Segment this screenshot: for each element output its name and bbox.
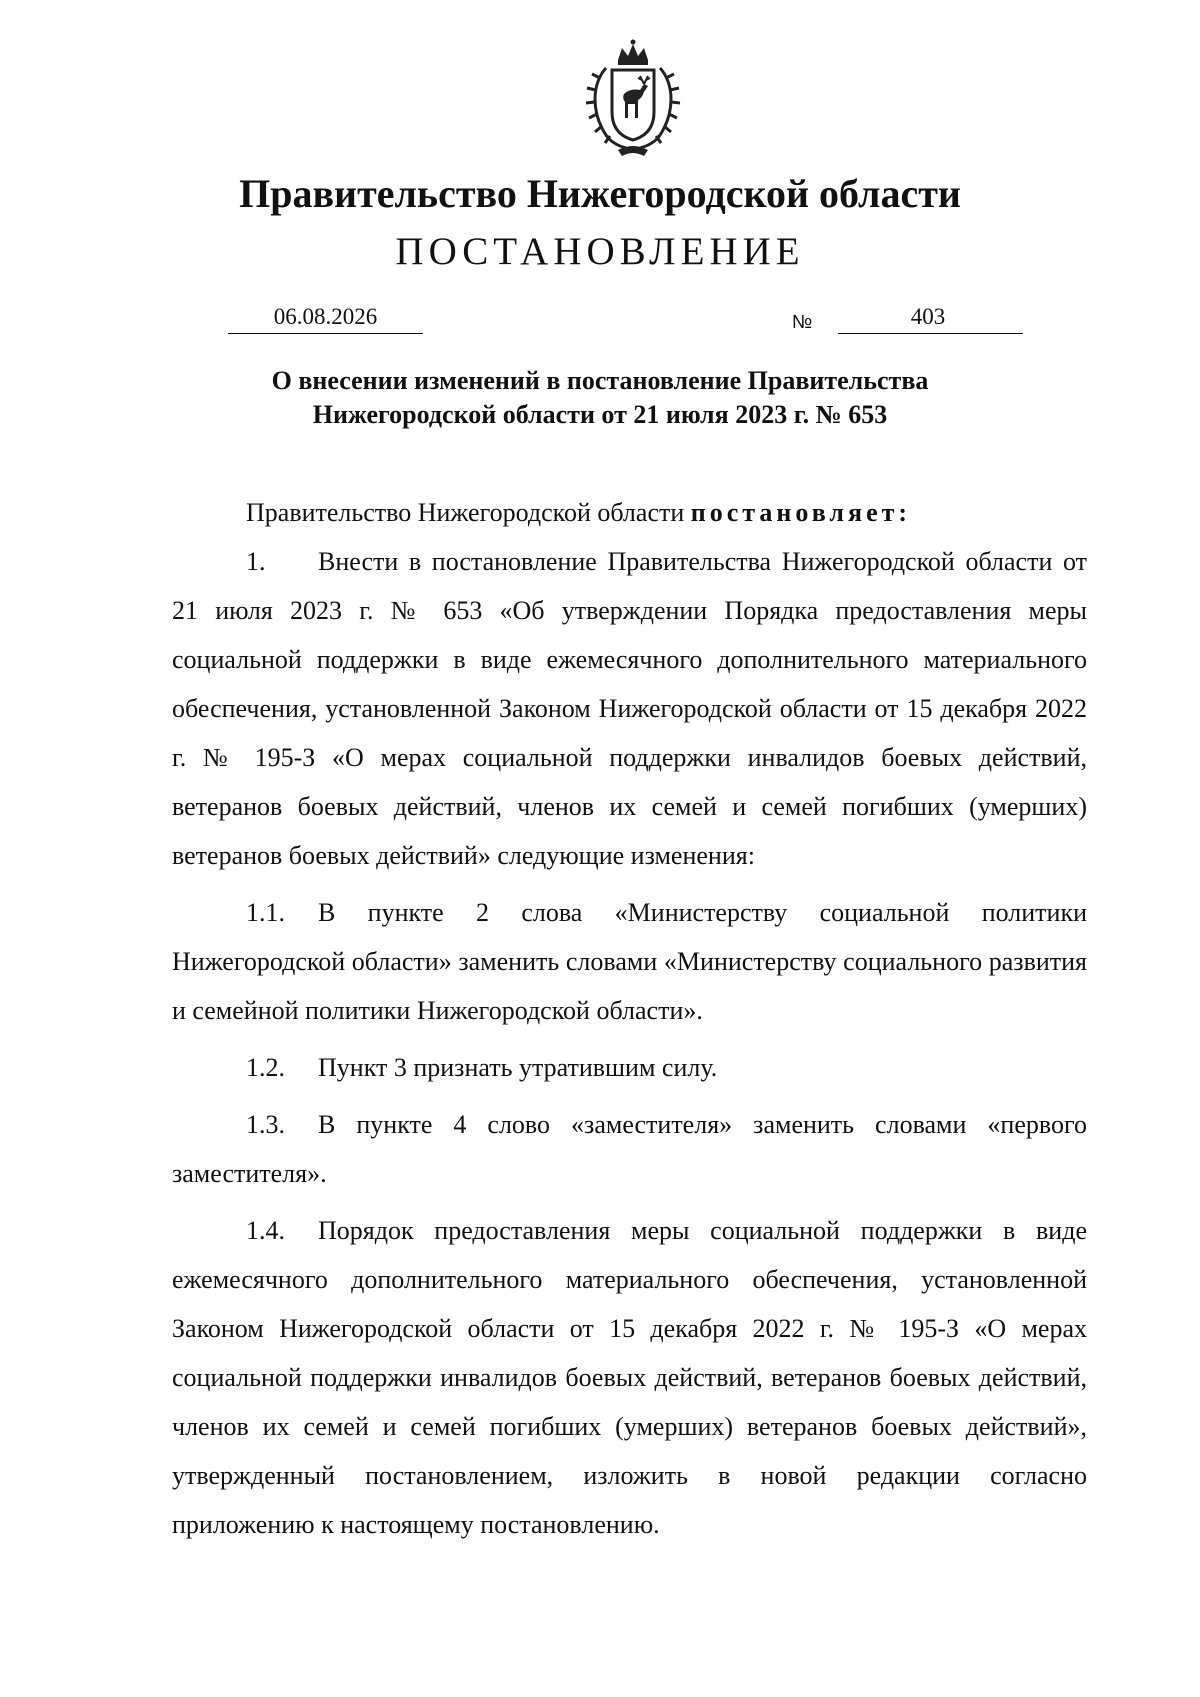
item-label: 1.3. <box>246 1110 285 1139</box>
intro-paragraph <box>172 488 1087 537</box>
date-underline <box>228 333 423 334</box>
item-text: Пункт 3 признать утратившим силу. <box>318 1053 718 1082</box>
document-number: 403 <box>910 304 946 329</box>
number-underline <box>838 333 1023 334</box>
intro-text: Правительство Нижегородской области <box>246 498 691 527</box>
item-text: Порядок предоставления меры социальной поддержки в виде ежемесячного дополнительного материального обеспечения, установленной Законом Нижегородской области от 15 декабря 2022 г. № 195-З «О мерах социальной поддержки инвалидов боевых действий, ветеранов боевых действий, членов их семей и семей погибших (умерших) ветеранов боевых действий», утвержденный постановлением, изложить в новой редакции согласно приложению к настоящему постановлению. <box>172 1216 1087 1539</box>
item-text: В пункте 4 слово «заместителя» заменить словами «первого заместителя». <box>172 1110 1087 1188</box>
item-1 <box>172 537 1087 880</box>
item-label: 1.1. <box>246 898 285 927</box>
item-label: 1. <box>246 547 266 576</box>
title-line-1: О внесении изменений в постановление Правительства <box>271 366 929 395</box>
document-title <box>200 364 1000 432</box>
document-body <box>172 488 1087 1549</box>
document-date: 06.08.2026 <box>273 304 378 329</box>
item-label: 1.4. <box>246 1216 285 1245</box>
intro-emphasis: постановляет: <box>690 498 912 527</box>
item-text: Внести в постановление Правительства Нижегородской области от 21 июля 2023 г. № 653 «Об утверждении Порядка предоставления меры социальной поддержки в виде ежемесячного дополнительного материального обеспечения, установленной Законом Нижегородской области от 15 декабря 2022 г. № 195-З «О мерах социальной поддержки инвалидов боевых действий, ветеранов боевых действий, членов их семей и семей погибших (умерших) ветеранов боевых действий» следующие изменения: <box>172 547 1087 870</box>
item-1-3 <box>172 1100 1087 1198</box>
title-line-2: Нижегородской области от 21 июля 2023 г. № 653 <box>312 400 888 429</box>
number-sign: № <box>792 312 813 333</box>
organization-name: Правительство Нижегородской области <box>239 171 961 216</box>
document-type: ПОСТАНОВЛЕНИЕ <box>395 230 805 273</box>
coat-of-arms-icon <box>578 38 688 158</box>
item-text: В пункте 2 слова «Министерству социальной политики Нижегородской области» заменить словами «Министерству социального развития и семейной политики Нижегородской области». <box>172 898 1087 1025</box>
item-1-4 <box>172 1206 1087 1549</box>
item-1-1 <box>172 888 1087 1035</box>
item-label: 1.2. <box>246 1053 285 1082</box>
item-1-2 <box>172 1043 1087 1092</box>
